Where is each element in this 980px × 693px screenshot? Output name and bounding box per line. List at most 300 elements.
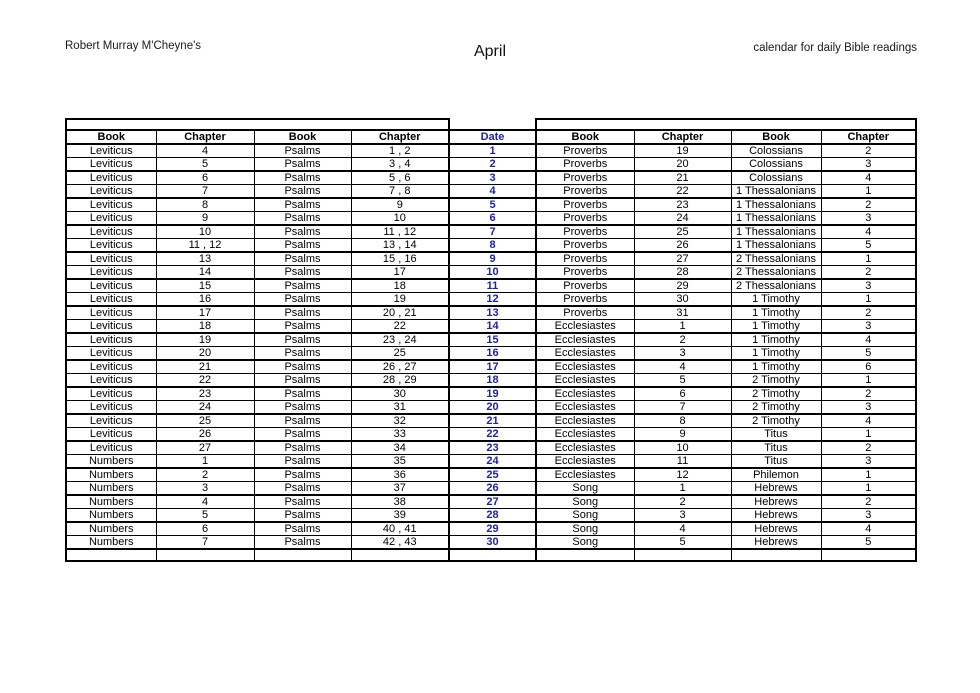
book-cell: Proverbs [536,158,634,172]
chapter-cell: 7 , 8 [351,185,449,199]
chapter-cell: 37 [351,482,449,496]
book-cell: Psalms [254,360,351,374]
column-header-chapter-2: Chapter [351,130,449,144]
reading-row [66,495,916,509]
book-cell: Ecclesiastes [536,401,634,415]
empty-cell [731,549,821,561]
chapter-cell: 2 [821,198,916,212]
chapter-cell: 5 [821,239,916,253]
book-cell: Numbers [66,509,156,523]
chapter-cell: 2 [821,387,916,401]
reading-row [66,455,916,469]
chapter-cell: 3 [821,279,916,293]
chapter-cell: 26 , 27 [351,360,449,374]
book-cell: Numbers [66,482,156,496]
book-cell: Psalms [254,158,351,172]
chapter-cell: 5 [156,509,254,523]
book-cell: Psalms [254,252,351,266]
chapter-cell: 13 , 14 [351,239,449,253]
chapter-cell: 21 [156,360,254,374]
book-cell: Leviticus [66,185,156,199]
date-cell: 20 [449,401,536,415]
book-cell: Leviticus [66,333,156,347]
book-cell: Ecclesiastes [536,333,634,347]
book-cell: Psalms [254,468,351,482]
chapter-cell: 1 [821,252,916,266]
book-cell: Proverbs [536,185,634,199]
date-cell: 8 [449,239,536,253]
book-cell: Ecclesiastes [536,441,634,455]
chapter-cell: 4 [634,522,731,536]
book-cell: Ecclesiastes [536,387,634,401]
book-cell: Hebrews [731,522,821,536]
book-cell: 2 Thessalonians [731,252,821,266]
chapter-cell: 10 [634,441,731,455]
chapter-cell: 17 [351,266,449,280]
book-cell: Titus [731,428,821,442]
book-cell: Psalms [254,347,351,361]
book-cell: 2 Thessalonians [731,279,821,293]
chapter-cell: 19 [351,293,449,307]
date-cell: 11 [449,279,536,293]
book-cell: Psalms [254,482,351,496]
book-cell: 1 Thessalonians [731,198,821,212]
book-cell: Psalms [254,495,351,509]
chapter-cell: 4 [821,171,916,185]
book-cell: Numbers [66,468,156,482]
date-cell: 28 [449,509,536,523]
empty-cell [156,549,254,561]
chapter-cell: 23 [156,387,254,401]
chapter-cell: 14 [156,266,254,280]
chapter-cell: 38 [351,495,449,509]
date-cell: 25 [449,468,536,482]
reading-row [66,482,916,496]
chapter-cell: 2 [156,468,254,482]
reading-row [66,252,916,266]
date-cell: 12 [449,293,536,307]
chapter-cell: 4 [821,225,916,239]
book-cell: Hebrews [731,482,821,496]
book-cell: Leviticus [66,225,156,239]
chapter-cell: 39 [351,509,449,523]
chapter-cell: 10 [351,212,449,226]
chapter-cell: 15 , 16 [351,252,449,266]
month-title: April [473,43,506,60]
chapter-cell: 1 , 2 [351,144,449,158]
chapter-cell: 26 [156,428,254,442]
reading-row [66,171,916,185]
book-cell: Ecclesiastes [536,374,634,388]
chapter-cell: 5 [821,347,916,361]
chapter-cell: 5 [156,158,254,172]
reading-row [66,279,916,293]
readings-table [65,118,917,562]
author-title: Robert Murray M'Cheyne's [65,40,202,52]
chapter-cell: 20 [634,158,731,172]
book-cell: 1 Timothy [731,306,821,320]
date-cell: 6 [449,212,536,226]
book-cell: Song [536,482,634,496]
chapter-cell: 27 [634,252,731,266]
book-cell: Titus [731,455,821,469]
book-cell: Leviticus [66,374,156,388]
chapter-cell: 3 [821,509,916,523]
reading-row [66,198,916,212]
chapter-cell: 7 [634,401,731,415]
chapter-cell: 3 , 4 [351,158,449,172]
date-cell: 29 [449,522,536,536]
column-header-book-4: Book [731,130,821,144]
chapter-cell: 1 [821,293,916,307]
date-cell: 13 [449,306,536,320]
book-cell: Ecclesiastes [536,428,634,442]
column-header-book-3: Book [536,130,634,144]
book-cell: Psalms [254,441,351,455]
reading-row [66,536,916,550]
date-cell: 10 [449,266,536,280]
book-cell: Leviticus [66,347,156,361]
chapter-cell: 6 [156,171,254,185]
chapter-cell: 31 [351,401,449,415]
book-cell: Ecclesiastes [536,320,634,334]
chapter-cell: 27 [156,441,254,455]
chapter-cell: 28 , 29 [351,374,449,388]
book-cell: Psalms [254,225,351,239]
reading-row [66,333,916,347]
book-cell: 1 Thessalonians [731,225,821,239]
empty-cell [351,549,449,561]
date-cell: 19 [449,387,536,401]
reading-row [66,293,916,307]
chapter-cell: 40 , 41 [351,522,449,536]
top-strip-right [536,119,916,130]
chapter-cell: 2 [821,144,916,158]
chapter-cell: 2 [821,441,916,455]
book-cell: Ecclesiastes [536,360,634,374]
book-cell: 1 Thessalonians [731,239,821,253]
chapter-cell: 22 [351,320,449,334]
chapter-cell: 23 [634,198,731,212]
book-cell: Leviticus [66,306,156,320]
chapter-cell: 1 [821,468,916,482]
book-cell: Psalms [254,279,351,293]
book-cell: 1 Timothy [731,293,821,307]
top-strip-left [66,119,449,130]
book-cell: Psalms [254,333,351,347]
book-cell: Proverbs [536,293,634,307]
book-cell: Leviticus [66,441,156,455]
chapter-cell: 4 [821,522,916,536]
chapter-cell: 32 [351,414,449,428]
column-header-chapter-4: Chapter [821,130,916,144]
reading-row [66,509,916,523]
chapter-cell: 6 [634,387,731,401]
chapter-cell: 15 [156,279,254,293]
chapter-cell: 1 [821,185,916,199]
chapter-cell: 2 [634,495,731,509]
chapter-cell: 18 [351,279,449,293]
top-strip-gap [449,119,536,130]
date-cell: 17 [449,360,536,374]
reading-row [66,468,916,482]
chapter-cell: 24 [634,212,731,226]
reading-row [66,266,916,280]
chapter-cell: 3 [821,320,916,334]
reading-row [66,387,916,401]
chapter-cell: 11 [634,455,731,469]
book-cell: Leviticus [66,360,156,374]
book-cell: Leviticus [66,414,156,428]
chapter-cell: 36 [351,468,449,482]
chapter-cell: 30 [351,387,449,401]
book-cell: 1 Timothy [731,347,821,361]
book-cell: Leviticus [66,428,156,442]
book-cell: 1 Timothy [731,320,821,334]
book-cell: Proverbs [536,225,634,239]
book-cell: 1 Timothy [731,333,821,347]
date-cell: 27 [449,495,536,509]
reading-row [66,239,916,253]
chapter-cell: 20 , 21 [351,306,449,320]
book-cell: Leviticus [66,158,156,172]
book-cell: Leviticus [66,279,156,293]
book-cell: Hebrews [731,536,821,550]
chapter-cell: 6 [156,522,254,536]
chapter-cell: 1 [821,482,916,496]
book-cell: Proverbs [536,198,634,212]
date-cell: 22 [449,428,536,442]
chapter-cell: 6 [821,360,916,374]
book-cell: Psalms [254,387,351,401]
empty-cell [254,549,351,561]
chapter-cell: 21 [634,171,731,185]
book-cell: 2 Timothy [731,374,821,388]
table-top-strip [66,119,916,130]
chapter-cell: 4 [821,414,916,428]
reading-row [66,441,916,455]
date-cell: 2 [449,158,536,172]
chapter-cell: 25 [634,225,731,239]
reading-row [66,347,916,361]
chapter-cell: 3 [634,509,731,523]
chapter-cell: 16 [156,293,254,307]
book-cell: Psalms [254,536,351,550]
book-cell: Proverbs [536,306,634,320]
column-header-chapter-3: Chapter [634,130,731,144]
book-cell: 2 Timothy [731,414,821,428]
book-cell: Numbers [66,495,156,509]
reading-row [66,185,916,199]
book-cell: 1 Timothy [731,360,821,374]
book-cell: Proverbs [536,252,634,266]
book-cell: Proverbs [536,279,634,293]
empty-footer-row [66,549,916,561]
reading-row [66,212,916,226]
chapter-cell: 19 [156,333,254,347]
chapter-cell: 30 [634,293,731,307]
reading-row [66,360,916,374]
chapter-cell: 1 [821,374,916,388]
chapter-cell: 17 [156,306,254,320]
chapter-cell: 25 [351,347,449,361]
book-cell: Psalms [254,509,351,523]
book-cell: Psalms [254,374,351,388]
book-cell: Psalms [254,185,351,199]
chapter-cell: 28 [634,266,731,280]
book-cell: Song [536,495,634,509]
chapter-cell: 5 , 6 [351,171,449,185]
book-cell: Proverbs [536,239,634,253]
book-cell: Leviticus [66,401,156,415]
chapter-cell: 2 [821,495,916,509]
date-cell: 1 [449,144,536,158]
reading-row [66,225,916,239]
book-cell: Numbers [66,536,156,550]
date-cell: 15 [449,333,536,347]
date-cell: 18 [449,374,536,388]
chapter-cell: 29 [634,279,731,293]
reading-row [66,428,916,442]
book-cell: Leviticus [66,198,156,212]
book-cell: Proverbs [536,171,634,185]
chapter-cell: 11 , 12 [351,225,449,239]
book-cell: Psalms [254,522,351,536]
book-cell: Psalms [254,144,351,158]
reading-row [66,320,916,334]
chapter-cell: 9 [351,198,449,212]
book-cell: Psalms [254,428,351,442]
chapter-cell: 3 [634,347,731,361]
reading-row [66,414,916,428]
book-cell: Proverbs [536,266,634,280]
empty-cell [66,549,156,561]
chapter-cell: 7 [156,185,254,199]
book-cell: Psalms [254,293,351,307]
chapter-cell: 35 [351,455,449,469]
date-cell: 14 [449,320,536,334]
book-cell: Hebrews [731,495,821,509]
book-cell: Proverbs [536,212,634,226]
chapter-cell: 8 [156,198,254,212]
date-cell: 21 [449,414,536,428]
date-cell: 9 [449,252,536,266]
chapter-cell: 18 [156,320,254,334]
column-header-date: Date [449,130,536,144]
chapter-cell: 3 [821,401,916,415]
date-cell: 26 [449,482,536,496]
chapter-cell: 26 [634,239,731,253]
chapter-cell: 42 , 43 [351,536,449,550]
date-cell: 30 [449,536,536,550]
chapter-cell: 24 [156,401,254,415]
date-cell: 16 [449,347,536,361]
date-cell: 7 [449,225,536,239]
chapter-cell: 1 [634,320,731,334]
book-cell: Psalms [254,455,351,469]
book-cell: Ecclesiastes [536,455,634,469]
chapter-cell: 4 [156,144,254,158]
book-cell: 1 Thessalonians [731,185,821,199]
chapter-cell: 8 [634,414,731,428]
book-cell: Psalms [254,171,351,185]
chapter-cell: 2 [821,266,916,280]
book-cell: Colossians [731,158,821,172]
chapter-cell: 11 , 12 [156,239,254,253]
book-cell: Leviticus [66,320,156,334]
calendar-subtitle: calendar for daily Bible readings [753,42,917,54]
book-cell: Numbers [66,455,156,469]
book-cell: Ecclesiastes [536,414,634,428]
book-cell: Psalms [254,212,351,226]
chapter-cell: 5 [634,536,731,550]
book-cell: Ecclesiastes [536,468,634,482]
chapter-cell: 2 [821,306,916,320]
reading-row [66,401,916,415]
date-cell: 24 [449,455,536,469]
chapter-cell: 13 [156,252,254,266]
book-cell: Hebrews [731,509,821,523]
chapter-cell: 25 [156,414,254,428]
empty-cell [821,549,916,561]
chapter-cell: 4 [821,333,916,347]
chapter-cell: 5 [634,374,731,388]
reading-row [66,306,916,320]
book-cell: Ecclesiastes [536,347,634,361]
reading-row [66,158,916,172]
chapter-cell: 3 [821,455,916,469]
table-header-row [66,130,916,144]
chapter-cell: 33 [351,428,449,442]
chapter-cell: 1 [156,455,254,469]
book-cell: Leviticus [66,252,156,266]
chapter-cell: 4 [634,360,731,374]
book-cell: Song [536,536,634,550]
chapter-cell: 1 [821,428,916,442]
book-cell: Leviticus [66,212,156,226]
book-cell: Psalms [254,320,351,334]
book-cell: Psalms [254,401,351,415]
book-cell: Song [536,509,634,523]
empty-cell [449,549,536,561]
chapter-cell: 10 [156,225,254,239]
book-cell: Leviticus [66,266,156,280]
chapter-cell: 20 [156,347,254,361]
book-cell: Psalms [254,306,351,320]
empty-cell [634,549,731,561]
book-cell: Titus [731,441,821,455]
chapter-cell: 3 [821,158,916,172]
chapter-cell: 7 [156,536,254,550]
chapter-cell: 4 [156,495,254,509]
book-cell: Leviticus [66,293,156,307]
reading-row [66,522,916,536]
chapter-cell: 1 [634,482,731,496]
empty-cell [536,549,634,561]
book-cell: 2 Timothy [731,401,821,415]
column-header-book-2: Book [254,130,351,144]
chapter-cell: 3 [821,212,916,226]
book-cell: Psalms [254,266,351,280]
chapter-cell: 9 [634,428,731,442]
chapter-cell: 12 [634,468,731,482]
book-cell: Leviticus [66,387,156,401]
date-cell: 3 [449,171,536,185]
book-cell: 2 Timothy [731,387,821,401]
chapter-cell: 19 [634,144,731,158]
book-cell: Psalms [254,239,351,253]
column-header-chapter-1: Chapter [156,130,254,144]
